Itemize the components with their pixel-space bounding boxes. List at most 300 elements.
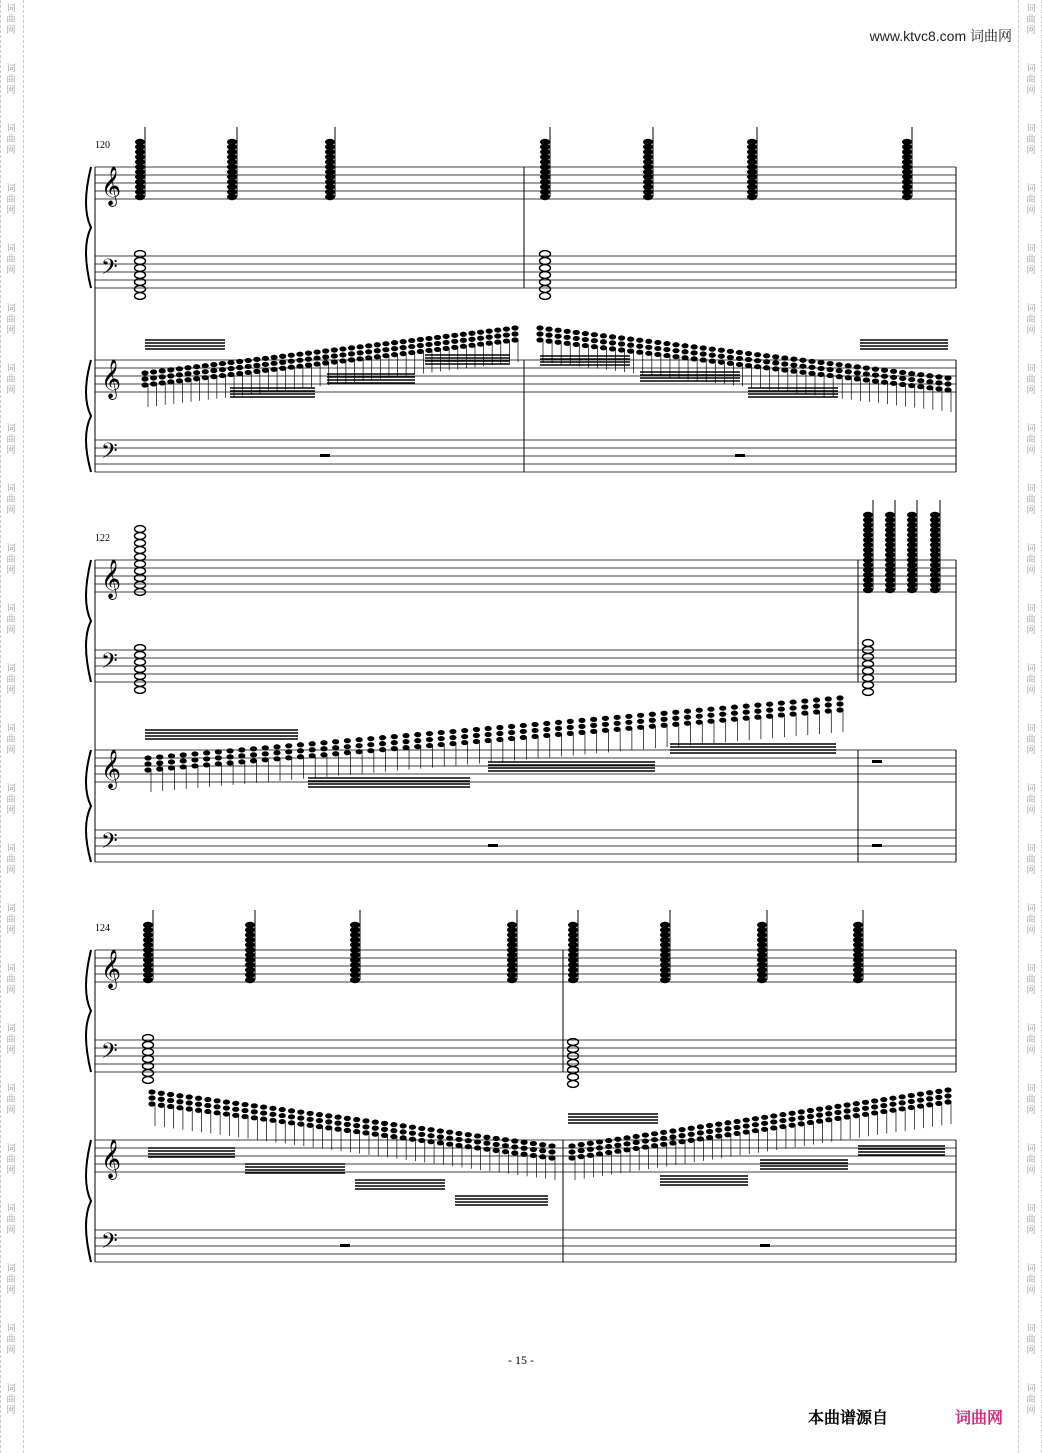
- system-1-arpeggio-down: [672, 342, 679, 347]
- system-2-upper-chord: [907, 512, 917, 518]
- system-2-arpeggio-up: [485, 732, 492, 737]
- system-3-arpeggio-up: [688, 1132, 695, 1137]
- system-1-arpeggio-down: [772, 354, 779, 359]
- system-3-arpeggio-up: [633, 1140, 640, 1145]
- watermark-glyphs: 词 曲 网: [6, 1144, 16, 1176]
- system-1-arpeggio-up: [511, 325, 518, 330]
- system-1-arpeggio-up: [176, 378, 183, 383]
- system-1-arpeggio-down: [827, 361, 834, 366]
- system-1-arpeggio-down: [582, 343, 589, 348]
- system-3-arpeggio-up: [917, 1103, 924, 1108]
- system-1-arpeggio-down: [926, 385, 933, 390]
- system-2-arpeggio-up: [719, 706, 726, 711]
- system-1-arpeggio-up: [503, 326, 510, 331]
- header-site-link[interactable]: www.ktvc8.com 词曲网: [869, 28, 1012, 44]
- system-1-arpeggio-down: [627, 343, 634, 348]
- system-3-arpeggio-up: [788, 1123, 795, 1128]
- system-1-arpeggio-down: [700, 345, 707, 350]
- system-3-arpeggio-down: [251, 1109, 258, 1114]
- system-3-arpeggio-up: [660, 1130, 667, 1135]
- system-2-arpeggio-up: [156, 766, 163, 771]
- system-3-arpeggio-up: [578, 1148, 585, 1153]
- system-1-arpeggio-up: [417, 343, 424, 348]
- system-3-arpeggio-down: [325, 1113, 332, 1118]
- system-3-upper-brace: [86, 950, 91, 1072]
- system-2-arpeggio-up: [309, 747, 316, 752]
- system-2-arpeggio-up: [496, 731, 503, 736]
- system-2-arpeggio-up: [508, 730, 515, 735]
- system-3-arpeggio-down: [455, 1131, 462, 1136]
- system-1-arpeggio-up: [176, 372, 183, 377]
- watermark-glyphs: 词 曲 网: [6, 4, 16, 36]
- system-2-arpeggio-up: [555, 732, 562, 737]
- system-3-arpeggio-down: [288, 1108, 295, 1113]
- system-1-arpeggio-up: [382, 353, 389, 358]
- system-3-arpeggio-down: [446, 1136, 453, 1141]
- system-3-arpeggio-up: [761, 1115, 768, 1120]
- system-1-arpeggio-up: [279, 360, 286, 365]
- system-1-arpeggio-down: [890, 369, 897, 374]
- system-1-arpeggio-down: [827, 367, 834, 372]
- system-2-arpeggio-up: [309, 753, 316, 758]
- system-3-arpeggio-up: [678, 1133, 685, 1138]
- system-1-arpeggio-up: [374, 348, 381, 353]
- system-1-arpeggio-up: [486, 329, 493, 334]
- system-1-arpeggio-up: [365, 343, 372, 348]
- system-3-arpeggio-up: [944, 1093, 951, 1098]
- system-3-arpeggio-down: [232, 1113, 239, 1118]
- system-1-arpeggio-up: [357, 344, 364, 349]
- system-1-arpeggio-down: [709, 347, 716, 352]
- system-2-arpeggio-up: [801, 710, 808, 715]
- system-2-arpeggio-up: [273, 750, 280, 755]
- system-2-arpeggio-up: [262, 757, 269, 762]
- system-1-arpeggio-down: [890, 381, 897, 386]
- system-2-arpeggio-up: [344, 744, 351, 749]
- system-1-bass-whole-chord: [540, 293, 551, 300]
- system-1-arpeggio-up: [468, 337, 475, 342]
- system-3-arpeggio-down: [269, 1112, 276, 1117]
- system-3-arpeggio-down: [372, 1126, 379, 1131]
- system-1-arpeggio-down: [799, 364, 806, 369]
- system-2-treble-clef: 𝄞: [101, 749, 122, 789]
- system-1-arpeggio-down: [926, 373, 933, 378]
- system-2-upper-whole-chord: [135, 533, 146, 540]
- system-3-arpeggio-up: [614, 1149, 621, 1154]
- system-3-arpeggio-down: [195, 1102, 202, 1107]
- system-1-arpeggio-down: [555, 328, 562, 333]
- system-2-arpeggio-up: [637, 725, 644, 730]
- system-3-arpeggio-up: [926, 1096, 933, 1101]
- system-1-arpeggio-up: [443, 346, 450, 351]
- watermark-glyphs: 词 曲 网: [6, 904, 16, 936]
- system-1-arpeggio-up: [288, 365, 295, 370]
- system-2-arpeggio-up: [543, 727, 550, 732]
- system-3-arpeggio-up: [605, 1138, 612, 1143]
- system-1-arpeggio-down: [663, 347, 670, 352]
- system-3-arpeggio-up: [798, 1109, 805, 1114]
- system-2-arpeggio-up: [285, 749, 292, 754]
- system-3-arpeggio-down: [297, 1121, 304, 1126]
- system-2-arpeggio-up: [426, 743, 433, 748]
- system-3-arpeggio-up: [880, 1109, 887, 1114]
- system-1-bass-whole-chord: [540, 258, 551, 265]
- system-3-arpeggio-down: [548, 1143, 555, 1148]
- system-1-arpeggio-down: [926, 379, 933, 384]
- system-2-arpeggio-up: [625, 714, 632, 719]
- system-1-arpeggio-up: [219, 373, 226, 378]
- system-2-arpeggio-up: [414, 744, 421, 749]
- system-1-arpeggio-down: [935, 386, 942, 391]
- system-3-arpeggio-up: [944, 1087, 951, 1092]
- system-3-upper-chord: [757, 922, 767, 928]
- system-3-arpeggio-up: [926, 1102, 933, 1107]
- watermark-glyphs: 词 曲 网: [1026, 1204, 1036, 1236]
- system-1-arpeggio-up: [202, 369, 209, 374]
- system-1-arpeggio-up: [210, 362, 217, 367]
- system-2-arpeggio-up: [320, 740, 327, 745]
- system-1-arpeggio-down: [935, 374, 942, 379]
- system-1-arpeggio-up: [167, 373, 174, 378]
- system-3-arpeggio-up: [862, 1112, 869, 1117]
- system-3-arpeggio-up: [568, 1149, 575, 1154]
- system-3-arpeggio-down: [409, 1137, 416, 1142]
- system-3-arpeggio-up: [825, 1105, 832, 1110]
- system-2-arpeggio-up: [426, 731, 433, 736]
- system-1-bass-whole-chord: [540, 265, 551, 272]
- system-1-arpeggio-down: [591, 338, 598, 343]
- system-1-arpeggio-up: [408, 350, 415, 355]
- system-3-bass-clef: 𝄢: [101, 1229, 118, 1259]
- system-2-bass-whole-chord: [863, 654, 874, 661]
- system-1-arpeggio-up: [262, 356, 269, 361]
- system-3-arpeggio-down: [381, 1121, 388, 1126]
- system-2-arpeggio-up: [168, 759, 175, 764]
- system-3-arpeggio-down: [316, 1118, 323, 1123]
- system-2-arpeggio-up: [825, 702, 832, 707]
- system-3-arpeggio-down: [548, 1155, 555, 1160]
- system-1-arpeggio-up: [262, 368, 269, 373]
- watermark-glyphs: 词 曲 网: [1026, 4, 1036, 36]
- system-3-arpeggio-down: [353, 1129, 360, 1134]
- system-3-arpeggio-up: [844, 1114, 851, 1119]
- system-3-arpeggio-down: [511, 1150, 518, 1155]
- system-3-arpeggio-up: [779, 1118, 786, 1123]
- system-2-arpeggio-up: [789, 705, 796, 710]
- system-1-arpeggio-down: [600, 345, 607, 350]
- watermark-glyphs: 词 曲 网: [6, 244, 16, 276]
- system-3-upper-chord: [853, 922, 863, 928]
- system-1-upper-chord: [227, 139, 237, 145]
- system-1-arpeggio-up: [434, 347, 441, 352]
- system-3-arpeggio-up: [724, 1132, 731, 1137]
- system-2-arpeggio-up: [567, 719, 574, 724]
- system-1-arpeggio-down: [790, 357, 797, 362]
- system-2-arpeggio-up: [825, 696, 832, 701]
- system-1-arpeggio-up: [494, 327, 501, 332]
- system-2-arpeggio-up: [813, 697, 820, 702]
- system-1-arpeggio-down: [944, 387, 951, 392]
- watermark-glyphs: 词 曲 网: [6, 544, 16, 576]
- system-2-arpeggio-up: [649, 718, 656, 723]
- system-1-arpeggio-down: [845, 375, 852, 380]
- system-3-upper-chord: [143, 922, 153, 928]
- watermark-glyphs: 词 曲 网: [1026, 1024, 1036, 1056]
- system-3-arpeggio-down: [548, 1149, 555, 1154]
- system-2-arpeggio-up: [602, 722, 609, 727]
- system-2-arpeggio-up: [273, 744, 280, 749]
- system-1-arpeggio-up: [245, 364, 252, 369]
- system-3-arpeggio-down: [204, 1109, 211, 1114]
- system-2-arpeggio-up: [191, 763, 198, 768]
- system-2-arpeggio-up: [402, 733, 409, 738]
- system-2-upper-chord: [885, 512, 895, 518]
- system-3-arpeggio-up: [697, 1130, 704, 1135]
- system-2-arpeggio-up: [672, 722, 679, 727]
- system-3-arpeggio-up: [926, 1090, 933, 1095]
- system-2-arpeggio-up: [754, 709, 761, 714]
- system-2-arpeggio-up: [602, 716, 609, 721]
- system-1-arpeggio-up: [357, 356, 364, 361]
- system-1-arpeggio-down: [545, 339, 552, 344]
- system-1-upper-chord: [643, 139, 653, 145]
- system-2-arpeggio-up: [578, 730, 585, 735]
- system-1-whole-rest: [320, 454, 330, 457]
- system-1-arpeggio-up: [331, 347, 338, 352]
- system-1-arpeggio-down: [564, 329, 571, 334]
- system-1-arpeggio-up: [150, 369, 157, 374]
- system-3-arpeggio-down: [502, 1143, 509, 1148]
- system-1-arpeggio-up: [296, 352, 303, 357]
- system-2-arpeggio-up: [766, 702, 773, 707]
- system-1-treble-clef: 𝄞: [101, 166, 122, 206]
- system-1-arpeggio-down: [609, 346, 616, 351]
- system-3-arpeggio-down: [390, 1134, 397, 1139]
- watermark-glyphs: 词 曲 网: [6, 844, 16, 876]
- system-3-arpeggio-up: [788, 1111, 795, 1116]
- system-1-arpeggio-up: [451, 339, 458, 344]
- system-2-arpeggio-up: [262, 745, 269, 750]
- system-3-arpeggio-down: [148, 1101, 155, 1106]
- system-1-arpeggio-up: [210, 374, 217, 379]
- system-2-arpeggio-up: [684, 709, 691, 714]
- system-3-arpeggio-down: [400, 1129, 407, 1134]
- system-2-arpeggio-up: [707, 713, 714, 718]
- system-2-arpeggio-up: [168, 765, 175, 770]
- system-1-arpeggio-down: [827, 373, 834, 378]
- system-3-arpeggio-up: [862, 1106, 869, 1111]
- system-3-arpeggio-down: [437, 1128, 444, 1133]
- system-1-arpeggio-down: [564, 341, 571, 346]
- system-3-arpeggio-up: [825, 1111, 832, 1116]
- watermark-glyphs: 词 曲 网: [1026, 484, 1036, 516]
- system-2-arpeggio-up: [543, 733, 550, 738]
- system-1-upper-chord: [325, 139, 335, 145]
- system-3-arpeggio-up: [688, 1126, 695, 1131]
- system-1-arpeggio-up: [313, 361, 320, 366]
- system-3-arpeggio-down: [390, 1122, 397, 1127]
- system-2-upper-whole-chord: [135, 568, 146, 575]
- system-1-arpeggio-up: [270, 361, 277, 366]
- system-1-arpeggio-up: [460, 338, 467, 343]
- system-1-arpeggio-down: [899, 376, 906, 381]
- system-3-arpeggio-down: [520, 1140, 527, 1145]
- system-3-arpeggio-down: [511, 1138, 518, 1143]
- watermark-glyphs: 词 曲 网: [6, 604, 16, 636]
- system-1-arpeggio-down: [845, 363, 852, 368]
- system-2-arpeggio-up: [696, 708, 703, 713]
- system-2-arpeggio-up: [754, 703, 761, 708]
- system-3-arpeggio-down: [465, 1138, 472, 1143]
- system-2-arpeggio-up: [473, 727, 480, 732]
- system-2-upper-brace: [86, 560, 91, 682]
- system-2-arpeggio-up: [391, 740, 398, 745]
- system-1-arpeggio-down: [772, 360, 779, 365]
- system-1-arpeggio-up: [219, 361, 226, 366]
- system-3-arpeggio-up: [715, 1122, 722, 1127]
- system-2-whole-rest: [488, 844, 498, 847]
- system-3-arpeggio-up: [578, 1154, 585, 1159]
- system-2-whole-rest: [872, 760, 882, 763]
- system-1-arpeggio-up: [141, 382, 148, 387]
- system-1-bass-whole-chord: [135, 265, 146, 272]
- system-3-upper-chord: [507, 922, 517, 928]
- system-3-arpeggio-up: [743, 1129, 750, 1134]
- system-3-arpeggio-up: [642, 1144, 649, 1149]
- system-3-arpeggio-down: [297, 1109, 304, 1114]
- system-1-arpeggio-down: [681, 343, 688, 348]
- system-1-arpeggio-up: [400, 345, 407, 350]
- system-1-arpeggio-up: [425, 336, 432, 341]
- system-1-arpeggio-down: [917, 378, 924, 383]
- system-3-arpeggio-up: [908, 1105, 915, 1110]
- system-1-upper-chord: [540, 139, 550, 145]
- system-2-arpeggio-up: [262, 751, 269, 756]
- system-2-arpeggio-up: [473, 733, 480, 738]
- system-3-arpeggio-down: [260, 1116, 267, 1121]
- system-2-arpeggio-up: [485, 738, 492, 743]
- system-1-arpeggio-down: [754, 352, 761, 357]
- system-2-arpeggio-up: [297, 748, 304, 753]
- system-2-arpeggio-up: [238, 753, 245, 758]
- system-3-arpeggio-up: [844, 1102, 851, 1107]
- system-1-arpeggio-down: [754, 358, 761, 363]
- system-2-upper-chord: [930, 512, 940, 518]
- watermark-glyphs: 词 曲 网: [6, 724, 16, 756]
- system-1-arpeggio-down: [872, 367, 879, 372]
- system-2-arpeggio-up: [731, 711, 738, 716]
- system-2-bass-whole-chord: [135, 680, 146, 687]
- system-1-arpeggio-up: [141, 370, 148, 375]
- system-3-arpeggio-down: [344, 1122, 351, 1127]
- system-3-arpeggio-down: [530, 1147, 537, 1152]
- system-3-arpeggio-up: [706, 1129, 713, 1134]
- system-3-arpeggio-down: [176, 1093, 183, 1098]
- system-1-arpeggio-up: [322, 360, 329, 365]
- system-3-arpeggio-down: [325, 1119, 332, 1124]
- system-1-upper-brace: [86, 167, 91, 288]
- system-3-arpeggio-down: [251, 1115, 258, 1120]
- system-1-arpeggio-up: [219, 367, 226, 372]
- system-3-arpeggio-down: [223, 1105, 230, 1110]
- system-1-arpeggio-down: [681, 355, 688, 360]
- system-1-arpeggio-down: [854, 376, 861, 381]
- watermark-glyphs: 词 曲 网: [6, 1024, 16, 1056]
- system-1-arpeggio-up: [451, 333, 458, 338]
- system-1-arpeggio-down: [645, 345, 652, 350]
- system-1-arpeggio-down: [654, 346, 661, 351]
- system-3-arpeggio-down: [539, 1148, 546, 1153]
- system-2-upper-whole-chord: [135, 554, 146, 561]
- system-2-bass-clef: 𝄢: [101, 829, 118, 859]
- system-3-arpeggio-down: [539, 1142, 546, 1147]
- system-3-arpeggio-up: [706, 1135, 713, 1140]
- watermark-glyphs: 词 曲 网: [1026, 64, 1036, 96]
- system-1-arpeggio-up: [477, 342, 484, 347]
- system-1-arpeggio-up: [236, 365, 243, 370]
- system-1-arpeggio-up: [468, 331, 475, 336]
- system-3-arpeggio-down: [186, 1094, 193, 1099]
- system-3-arpeggio-up: [568, 1155, 575, 1160]
- system-1-arpeggio-down: [636, 338, 643, 343]
- system-3-arpeggio-up: [733, 1131, 740, 1136]
- system-1-bass-clef: 𝄢: [101, 255, 118, 285]
- measure-number-120: 120: [95, 140, 110, 151]
- system-1-arpeggio-down: [854, 364, 861, 369]
- system-3-arpeggio-up: [899, 1106, 906, 1111]
- system-3-arpeggio-down: [148, 1095, 155, 1100]
- system-1-arpeggio-up: [313, 355, 320, 360]
- system-2-bass-whole-chord: [135, 652, 146, 659]
- system-1-arpeggio-up: [425, 348, 432, 353]
- system-3-arpeggio-up: [761, 1127, 768, 1132]
- system-1-arpeggio-down: [627, 337, 634, 342]
- system-3-arpeggio-up: [807, 1108, 814, 1113]
- system-3-arpeggio-up: [752, 1128, 759, 1133]
- footer-source-site[interactable]: 词曲网: [955, 1408, 1004, 1427]
- system-3-arpeggio-up: [642, 1138, 649, 1143]
- system-3-arpeggio-up: [807, 1120, 814, 1125]
- system-3-arpeggio-down: [400, 1123, 407, 1128]
- system-1-arpeggio-up: [288, 353, 295, 358]
- system-2-arpeggio-up: [227, 760, 234, 765]
- system-2-arpeggio-up: [391, 746, 398, 751]
- system-3-arpeggio-down: [511, 1144, 518, 1149]
- system-2-arpeggio-up: [778, 712, 785, 717]
- system-3-arpeggio-down: [288, 1114, 295, 1119]
- system-2-arpeggio-up: [356, 737, 363, 742]
- system-3-arpeggio-down: [186, 1100, 193, 1105]
- system-1-arpeggio-down: [700, 351, 707, 356]
- system-1-arpeggio-down: [854, 370, 861, 375]
- system-3-arpeggio-up: [633, 1134, 640, 1139]
- system-1-arpeggio-up: [374, 342, 381, 347]
- system-2-arpeggio-up: [191, 757, 198, 762]
- system-3-arpeggio-down: [455, 1137, 462, 1142]
- system-2-arpeggio-up: [496, 725, 503, 730]
- system-1-arpeggio-down: [863, 365, 870, 370]
- system-3-arpeggio-down: [446, 1130, 453, 1135]
- system-3-arpeggio-down: [279, 1119, 286, 1124]
- system-2-arpeggio-up: [156, 754, 163, 759]
- system-3-arpeggio-down: [446, 1142, 453, 1147]
- system-2-arpeggio-up: [801, 698, 808, 703]
- system-2-arpeggio-up: [743, 710, 750, 715]
- system-3-arpeggio-up: [688, 1138, 695, 1143]
- system-3-arpeggio-down: [530, 1141, 537, 1146]
- system-2-arpeggio-up: [719, 718, 726, 723]
- system-1-arpeggio-down: [718, 348, 725, 353]
